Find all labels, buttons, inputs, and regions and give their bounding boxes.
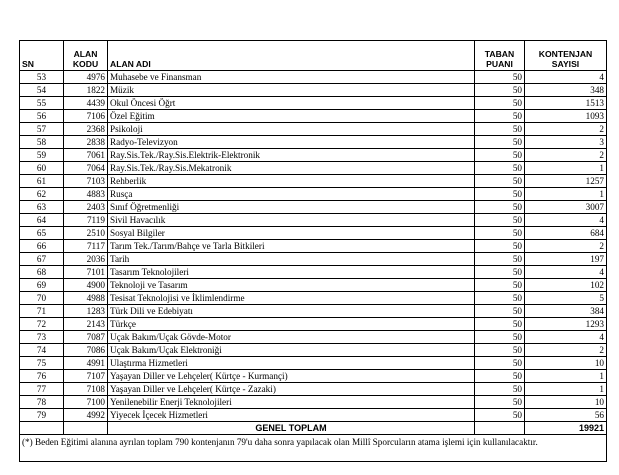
cell-kontenjan-sayisi: 384	[525, 305, 607, 318]
table-row	[20, 292, 607, 305]
cell-taban-puani: 50	[475, 279, 525, 292]
cell-kontenjan-sayisi: 10	[525, 396, 607, 409]
cell-alan-kodu: 2143	[64, 318, 108, 331]
cell-alan-kodu: 7086	[64, 344, 108, 357]
cell-taban-puani: 50	[475, 331, 525, 344]
cell-alan-adi: Yaşayan Diller ve Lehçeler( Kürtçe - Kurmançi)	[108, 370, 475, 383]
cell-taban-puani: 50	[475, 396, 525, 409]
cell-alan-adi: Tarih	[108, 253, 475, 266]
cell-alan-kodu: 7117	[64, 240, 108, 253]
cell-alan-kodu: 7061	[64, 149, 108, 162]
cell-alan-adi: Ulaştırma Hizmetleri	[108, 357, 475, 370]
cell-alan-kodu: 2036	[64, 253, 108, 266]
cell-sn: 61	[20, 175, 64, 188]
cell-alan-adi: Rehberlik	[108, 175, 475, 188]
table-row	[20, 110, 607, 123]
cell-alan-kodu: 7103	[64, 175, 108, 188]
table-row	[20, 201, 607, 214]
cell-kontenjan-sayisi: 1	[525, 370, 607, 383]
cell-alan-kodu: 7101	[64, 266, 108, 279]
table-row	[20, 253, 607, 266]
cell-alan-adi: Tesisat Teknolojisi ve İklimlendirme	[108, 292, 475, 305]
cell-kontenjan-sayisi: 4	[525, 266, 607, 279]
cell-kontenjan-sayisi: 2	[525, 123, 607, 136]
cell-taban-puani: 50	[475, 149, 525, 162]
cell-alan-kodu: 4976	[64, 71, 108, 84]
kontenjan-table	[19, 40, 607, 462]
table-row	[20, 357, 607, 370]
cell-sn: 79	[20, 409, 64, 422]
cell-sn: 68	[20, 266, 64, 279]
cell-alan-adi: Ray.Sis.Tek./Ray.Sis.Mekatronik	[108, 162, 475, 175]
cell-kontenjan-sayisi: 5	[525, 292, 607, 305]
table-row	[20, 188, 607, 201]
cell-alan-adi: Teknoloji ve Tasarım	[108, 279, 475, 292]
table-row	[20, 97, 607, 110]
cell-kontenjan-sayisi: 1293	[525, 318, 607, 331]
table-row	[20, 318, 607, 331]
cell-sn: 75	[20, 357, 64, 370]
cell-alan-kodu: 2403	[64, 201, 108, 214]
cell-alan-kodu: 1822	[64, 84, 108, 97]
cell-kontenjan-sayisi: 4	[525, 214, 607, 227]
cell-alan-kodu: 7087	[64, 331, 108, 344]
cell-taban-puani: 50	[475, 71, 525, 84]
cell-kontenjan-sayisi: 1257	[525, 175, 607, 188]
cell-kontenjan-sayisi: 197	[525, 253, 607, 266]
cell-alan-kodu: 4439	[64, 97, 108, 110]
table-header-row	[20, 41, 607, 71]
cell-alan-kodu: 7107	[64, 370, 108, 383]
table-row	[20, 266, 607, 279]
cell-sn: 54	[20, 84, 64, 97]
cell-sn: 62	[20, 188, 64, 201]
cell-sn: 72	[20, 318, 64, 331]
cell-alan-kodu: 4991	[64, 357, 108, 370]
cell-alan-kodu: 2368	[64, 123, 108, 136]
cell-taban-puani: 50	[475, 266, 525, 279]
cell-taban-puani: 50	[475, 97, 525, 110]
cell-kontenjan-sayisi: 2	[525, 240, 607, 253]
cell-alan-kodu: 2510	[64, 227, 108, 240]
cell-kontenjan-sayisi: 1513	[525, 97, 607, 110]
table-row	[20, 162, 607, 175]
cell-taban-puani: 50	[475, 240, 525, 253]
header-alan-kodu: ALAN KODU	[64, 41, 108, 71]
cell-sn: 76	[20, 370, 64, 383]
table-row	[20, 84, 607, 97]
cell-kontenjan-sayisi: 102	[525, 279, 607, 292]
cell-alan-adi: Sosyal Bilgiler	[108, 227, 475, 240]
cell-sn: 58	[20, 136, 64, 149]
cell-kontenjan-sayisi: 4	[525, 71, 607, 84]
cell-taban-puani: 50	[475, 123, 525, 136]
cell-taban-puani: 50	[475, 84, 525, 97]
cell-sn: 67	[20, 253, 64, 266]
cell-alan-adi: Rusça	[108, 188, 475, 201]
cell-taban-puani: 50	[475, 292, 525, 305]
cell-sn: 60	[20, 162, 64, 175]
cell-taban-puani: 50	[475, 227, 525, 240]
cell-alan-adi: Uçak Bakım/Uçak Gövde-Motor	[108, 331, 475, 344]
cell-sn: 59	[20, 149, 64, 162]
cell-sn: 70	[20, 292, 64, 305]
cell-kontenjan-sayisi: 1	[525, 188, 607, 201]
table-row	[20, 136, 607, 149]
cell-alan-kodu: 4988	[64, 292, 108, 305]
cell-taban-puani: 50	[475, 201, 525, 214]
cell-taban-puani: 50	[475, 357, 525, 370]
cell-kontenjan-sayisi: 1093	[525, 110, 607, 123]
cell-taban-puani: 50	[475, 136, 525, 149]
cell-alan-adi: Yaşayan Diller ve Lehçeler( Kürtçe - Zazaki)	[108, 383, 475, 396]
cell-alan-kodu: 1283	[64, 305, 108, 318]
header-sn: SN	[20, 41, 64, 71]
cell-taban-puani: 50	[475, 318, 525, 331]
cell-alan-kodu: 4900	[64, 279, 108, 292]
table-row	[20, 331, 607, 344]
cell-sn: 64	[20, 214, 64, 227]
cell-alan-adi: Müzik	[108, 84, 475, 97]
cell-sn: 71	[20, 305, 64, 318]
cell-alan-kodu: 7100	[64, 396, 108, 409]
table-body	[20, 71, 607, 422]
cell-alan-kodu: 7119	[64, 214, 108, 227]
cell-sn: 57	[20, 123, 64, 136]
cell-sn: 53	[20, 71, 64, 84]
cell-taban-puani: 50	[475, 253, 525, 266]
cell-taban-puani: 50	[475, 409, 525, 422]
cell-alan-adi: Yenilenebilir Enerji Teknolojileri	[108, 396, 475, 409]
cell-kontenjan-sayisi: 56	[525, 409, 607, 422]
cell-alan-adi: Uçak Bakım/Uçak Elektroniği	[108, 344, 475, 357]
table-row	[20, 305, 607, 318]
cell-kontenjan-sayisi: 1	[525, 162, 607, 175]
cell-kontenjan-sayisi: 2	[525, 344, 607, 357]
cell-sn: 78	[20, 396, 64, 409]
cell-taban-puani: 50	[475, 305, 525, 318]
cell-kontenjan-sayisi: 684	[525, 227, 607, 240]
total-value: 19921	[525, 422, 607, 435]
cell-taban-puani: 50	[475, 370, 525, 383]
table-row	[20, 240, 607, 253]
cell-taban-puani: 50	[475, 344, 525, 357]
table-row	[20, 279, 607, 292]
cell-taban-puani: 50	[475, 188, 525, 201]
cell-sn: 66	[20, 240, 64, 253]
cell-alan-adi: Okul Öncesi Öğrt	[108, 97, 475, 110]
table-row	[20, 396, 607, 409]
cell-sn: 73	[20, 331, 64, 344]
total-row	[20, 422, 607, 435]
cell-alan-adi: Psikoloji	[108, 123, 475, 136]
header-kontenjan-sayisi: KONTENJAN SAYISI	[525, 41, 607, 71]
cell-sn: 56	[20, 110, 64, 123]
table-row	[20, 214, 607, 227]
cell-sn: 74	[20, 344, 64, 357]
cell-kontenjan-sayisi: 3	[525, 136, 607, 149]
table-row	[20, 175, 607, 188]
cell-sn: 63	[20, 201, 64, 214]
cell-taban-puani: 50	[475, 110, 525, 123]
cell-taban-puani: 50	[475, 383, 525, 396]
cell-taban-puani: 50	[475, 162, 525, 175]
cell-sn: 69	[20, 279, 64, 292]
cell-alan-kodu: 4992	[64, 409, 108, 422]
total-label: GENEL TOPLAM	[108, 422, 475, 435]
footnote: (*) Beden Eğitimi alanına ayrılan toplam 790 kontenjanın 79'u daha sonra yapılacak olan Millî Sporcuların atama işlemi için kullanılacaktır.	[20, 435, 607, 462]
table-row	[20, 409, 607, 422]
cell-alan-adi: Radyo-Televizyon	[108, 136, 475, 149]
cell-alan-kodu: 2838	[64, 136, 108, 149]
cell-alan-adi: Ray.Sis.Tek./Ray.Sis.Elektrik-Elektronik	[108, 149, 475, 162]
table-row	[20, 370, 607, 383]
cell-alan-adi: Tarım Tek./Tarım/Bahçe ve Tarla Bitkileri	[108, 240, 475, 253]
cell-alan-adi: Sivil Havacılık	[108, 214, 475, 227]
cell-kontenjan-sayisi: 2	[525, 149, 607, 162]
cell-alan-adi: Tasarım Teknolojileri	[108, 266, 475, 279]
cell-kontenjan-sayisi: 348	[525, 84, 607, 97]
header-alan-adi: ALAN ADI	[108, 41, 475, 71]
cell-taban-puani: 50	[475, 214, 525, 227]
cell-alan-adi: Sınıf Öğretmenliği	[108, 201, 475, 214]
table-row	[20, 383, 607, 396]
cell-alan-adi: Muhasebe ve Finansman	[108, 71, 475, 84]
cell-alan-adi: Türk Dili ve Edebiyatı	[108, 305, 475, 318]
cell-alan-kodu: 7064	[64, 162, 108, 175]
cell-sn: 77	[20, 383, 64, 396]
cell-sn: 65	[20, 227, 64, 240]
table-row	[20, 123, 607, 136]
table-row	[20, 71, 607, 84]
cell-alan-adi: Türkçe	[108, 318, 475, 331]
cell-alan-kodu: 7106	[64, 110, 108, 123]
table-row	[20, 344, 607, 357]
cell-alan-kodu: 7108	[64, 383, 108, 396]
cell-sn: 55	[20, 97, 64, 110]
cell-alan-kodu: 4883	[64, 188, 108, 201]
table-row	[20, 149, 607, 162]
table-row	[20, 227, 607, 240]
cell-alan-adi: Özel Eğitim	[108, 110, 475, 123]
cell-alan-adi: Yiyecek İçecek Hizmetleri	[108, 409, 475, 422]
header-taban-puani: TABAN PUANI	[475, 41, 525, 71]
cell-kontenjan-sayisi: 1	[525, 383, 607, 396]
cell-taban-puani: 50	[475, 175, 525, 188]
cell-kontenjan-sayisi: 4	[525, 331, 607, 344]
footnote-row	[20, 435, 607, 462]
document-page	[19, 40, 606, 462]
cell-kontenjan-sayisi: 10	[525, 357, 607, 370]
cell-kontenjan-sayisi: 3007	[525, 201, 607, 214]
